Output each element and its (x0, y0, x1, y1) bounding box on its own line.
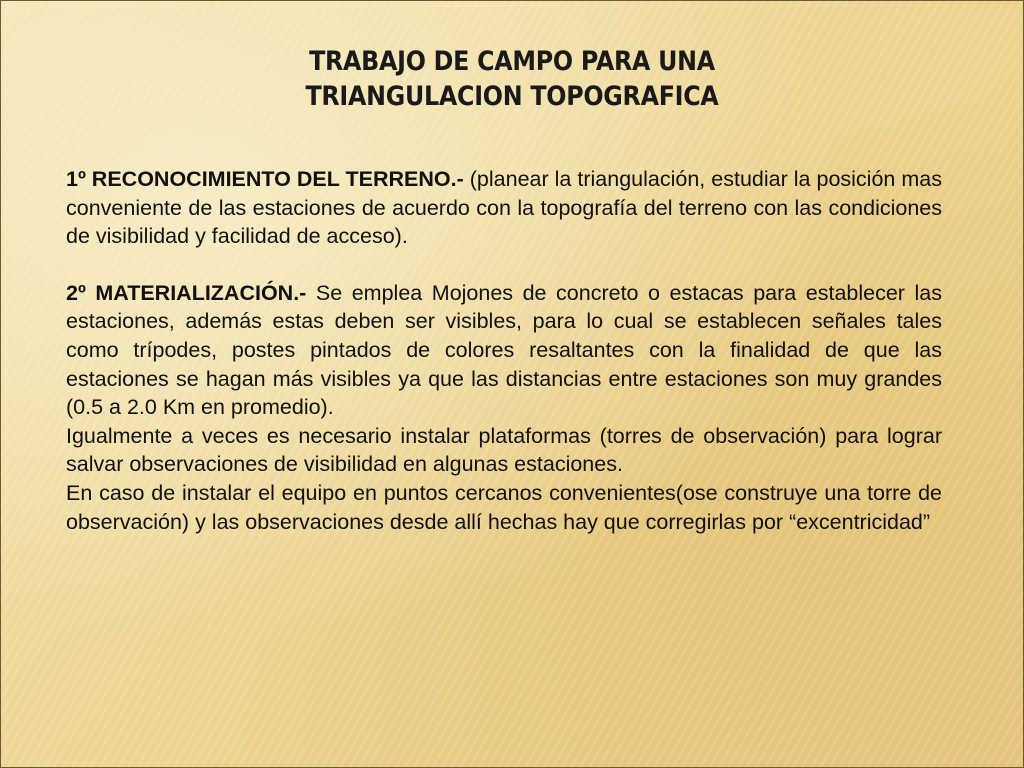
slide-body (66, 165, 942, 536)
paragraph-text: Igualmente a veces es necesario instalar plataformas (torres de observación) para lograr salvar observaciones de visibilidad en algunas estaciones. (66, 423, 942, 477)
paragraph-excentricidad (66, 479, 942, 536)
paragraph-text: Se emplea Mojones de concreto o estacas para establecer las estaciones, además estas deben ser visibles, para lo cual se establecen señales tales como trípodes, postes pintados de colores resaltantes con la finalidad de que las estaciones se hagan más visibles ya que las distancias entre estaciones son muy grandes (0.5 a 2.0 Km en promedio). (66, 280, 942, 420)
paragraph-heading: 2º MATERIALIZACIÓN.- (66, 280, 307, 305)
paragraph-materializacion (66, 279, 942, 422)
paragraph-reconocimiento (66, 165, 942, 251)
slide-title-line-2: TRIANGULACION TOPOGRAFICA (305, 81, 719, 112)
slide-title-line-1: TRABAJO DE CAMPO PARA UNA (309, 46, 715, 77)
paragraph-text: (planear la triangulación, estudiar la posición mas conveniente de las estaciones de acuerdo con la topografía del terreno con las condiciones de visibilidad y facilidad de acceso). (66, 167, 942, 249)
paragraph-text: En caso de instalar el equipo en puntos cercanos convenientes(ose construye una torre de observación) y las observaciones desde allí hechas hay que corregirlas por “excentricidad” (66, 480, 942, 534)
paragraph-heading: 1º RECONOCIMIENTO DEL TERRENO.- (66, 167, 464, 191)
slide-title (61, 44, 962, 114)
paragraph-plataformas (66, 422, 942, 479)
